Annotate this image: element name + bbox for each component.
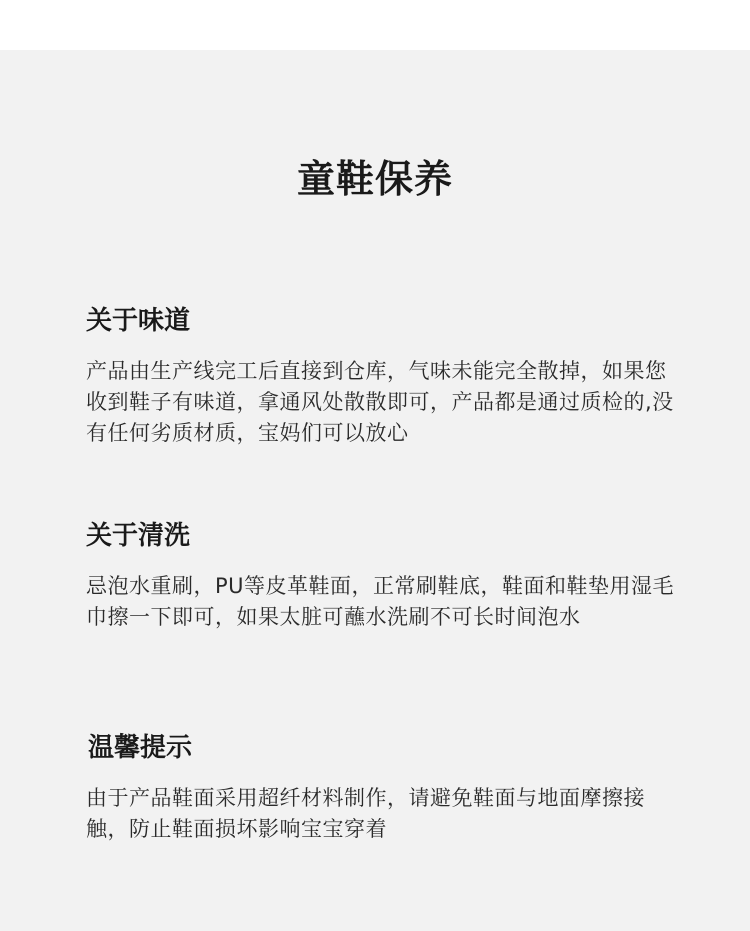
section-body-tips: 由于产品鞋面采用超纤材料制作，请避免鞋面与地面摩擦接触，防止鞋面损坏影响宝宝穿着 — [86, 786, 645, 841]
section-odor — [86, 304, 686, 449]
section-cleaning — [86, 519, 686, 633]
section-body-odor: 产品由生产线完工后直接到仓库，气味未能完全散掉，如果您收到鞋子有味道，拿通风处散散即可，产品都是通过质检的,没有任何劣质材质，宝妈们可以放心 — [86, 359, 674, 445]
section-body-cleaning: 忌泡水重刷，PU等皮革鞋面，正常刷鞋底，鞋面和鞋垫用湿毛巾擦一下即可，如果太脏可蘸水洗刷不可长时间泡水 — [86, 574, 675, 629]
section-heading-tips: 温馨提示 — [88, 733, 193, 763]
care-info-panel — [0, 50, 750, 931]
section-tips — [86, 731, 686, 845]
page-title: 童鞋保养 — [296, 157, 453, 201]
section-heading-cleaning: 关于清洗 — [86, 521, 191, 551]
section-heading-odor: 关于味道 — [86, 306, 191, 336]
top-white-strip — [0, 0, 750, 50]
